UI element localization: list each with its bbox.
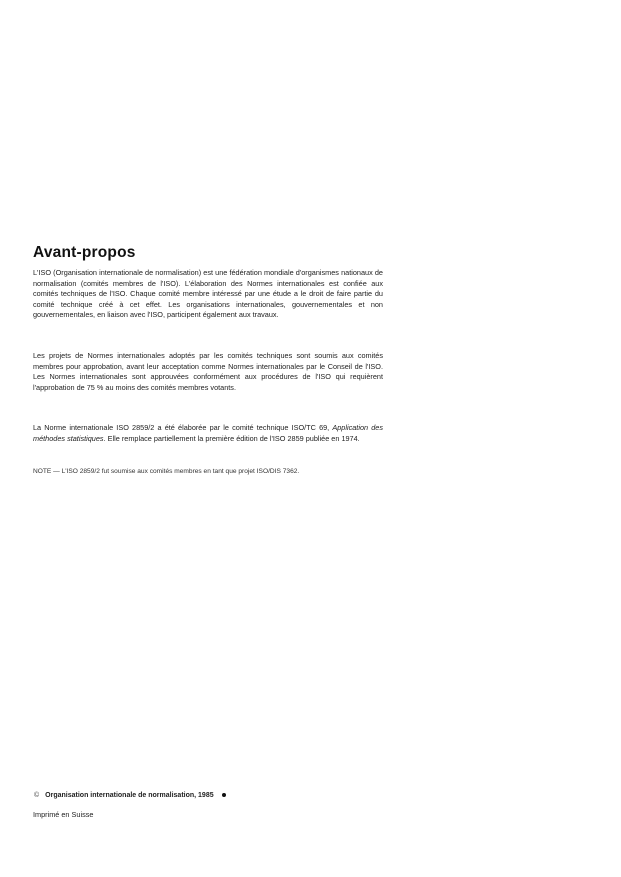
printed-in: Imprimé en Suisse bbox=[33, 810, 94, 819]
copyright-text: Organisation internationale de normalisation, 1985 bbox=[45, 792, 214, 799]
paragraph-approval: Les projets de Normes internationales adoptés par les comités techniques sont soumis aux comités membres pour approbation, avant leur acceptation comme Normes internationales par le Conseil de l'ISO. Les Normes internationales sont approuvées conformément aux procédures de l'ISO qui requièrent l'approbation de 75 % au moins des comités membres votants. bbox=[33, 351, 383, 392]
page-title: Avant-propos bbox=[33, 244, 136, 261]
paragraph-iso-intro: L'ISO (Organisation internationale de normalisation) est une fédération mondiale d'organismes nationaux de normalisation (comités membres de l'ISO). L'élaboration des Normes internationales est confiée aux comités techniques de l'ISO. Chaque comité membre intéressé par une étude a le droit de faire partie du comité technique créé à cet effet. Les organisations internationales, gouvernementales et non gouvernementales, en liaison avec l'ISO, participent également aux travaux. bbox=[33, 268, 383, 320]
bullet-icon bbox=[222, 793, 226, 797]
paragraph-standard-origin bbox=[33, 423, 383, 444]
copyright-icon: © bbox=[34, 792, 40, 799]
note: NOTE — L'ISO 2859/2 fut soumise aux comités membres en tant que projet ISO/DIS 7362. bbox=[33, 468, 300, 475]
committee-title: Application des méthodes statistiques bbox=[33, 423, 383, 443]
paragraph-text: . Elle remplace partiellement la première édition de l'ISO 2859 publiée en 1974. bbox=[103, 433, 360, 443]
paragraph-text: La Norme internationale ISO 2859/2 a été élaborée par le comité technique ISO/TC 69, bbox=[33, 423, 333, 432]
copyright-line bbox=[34, 792, 226, 799]
